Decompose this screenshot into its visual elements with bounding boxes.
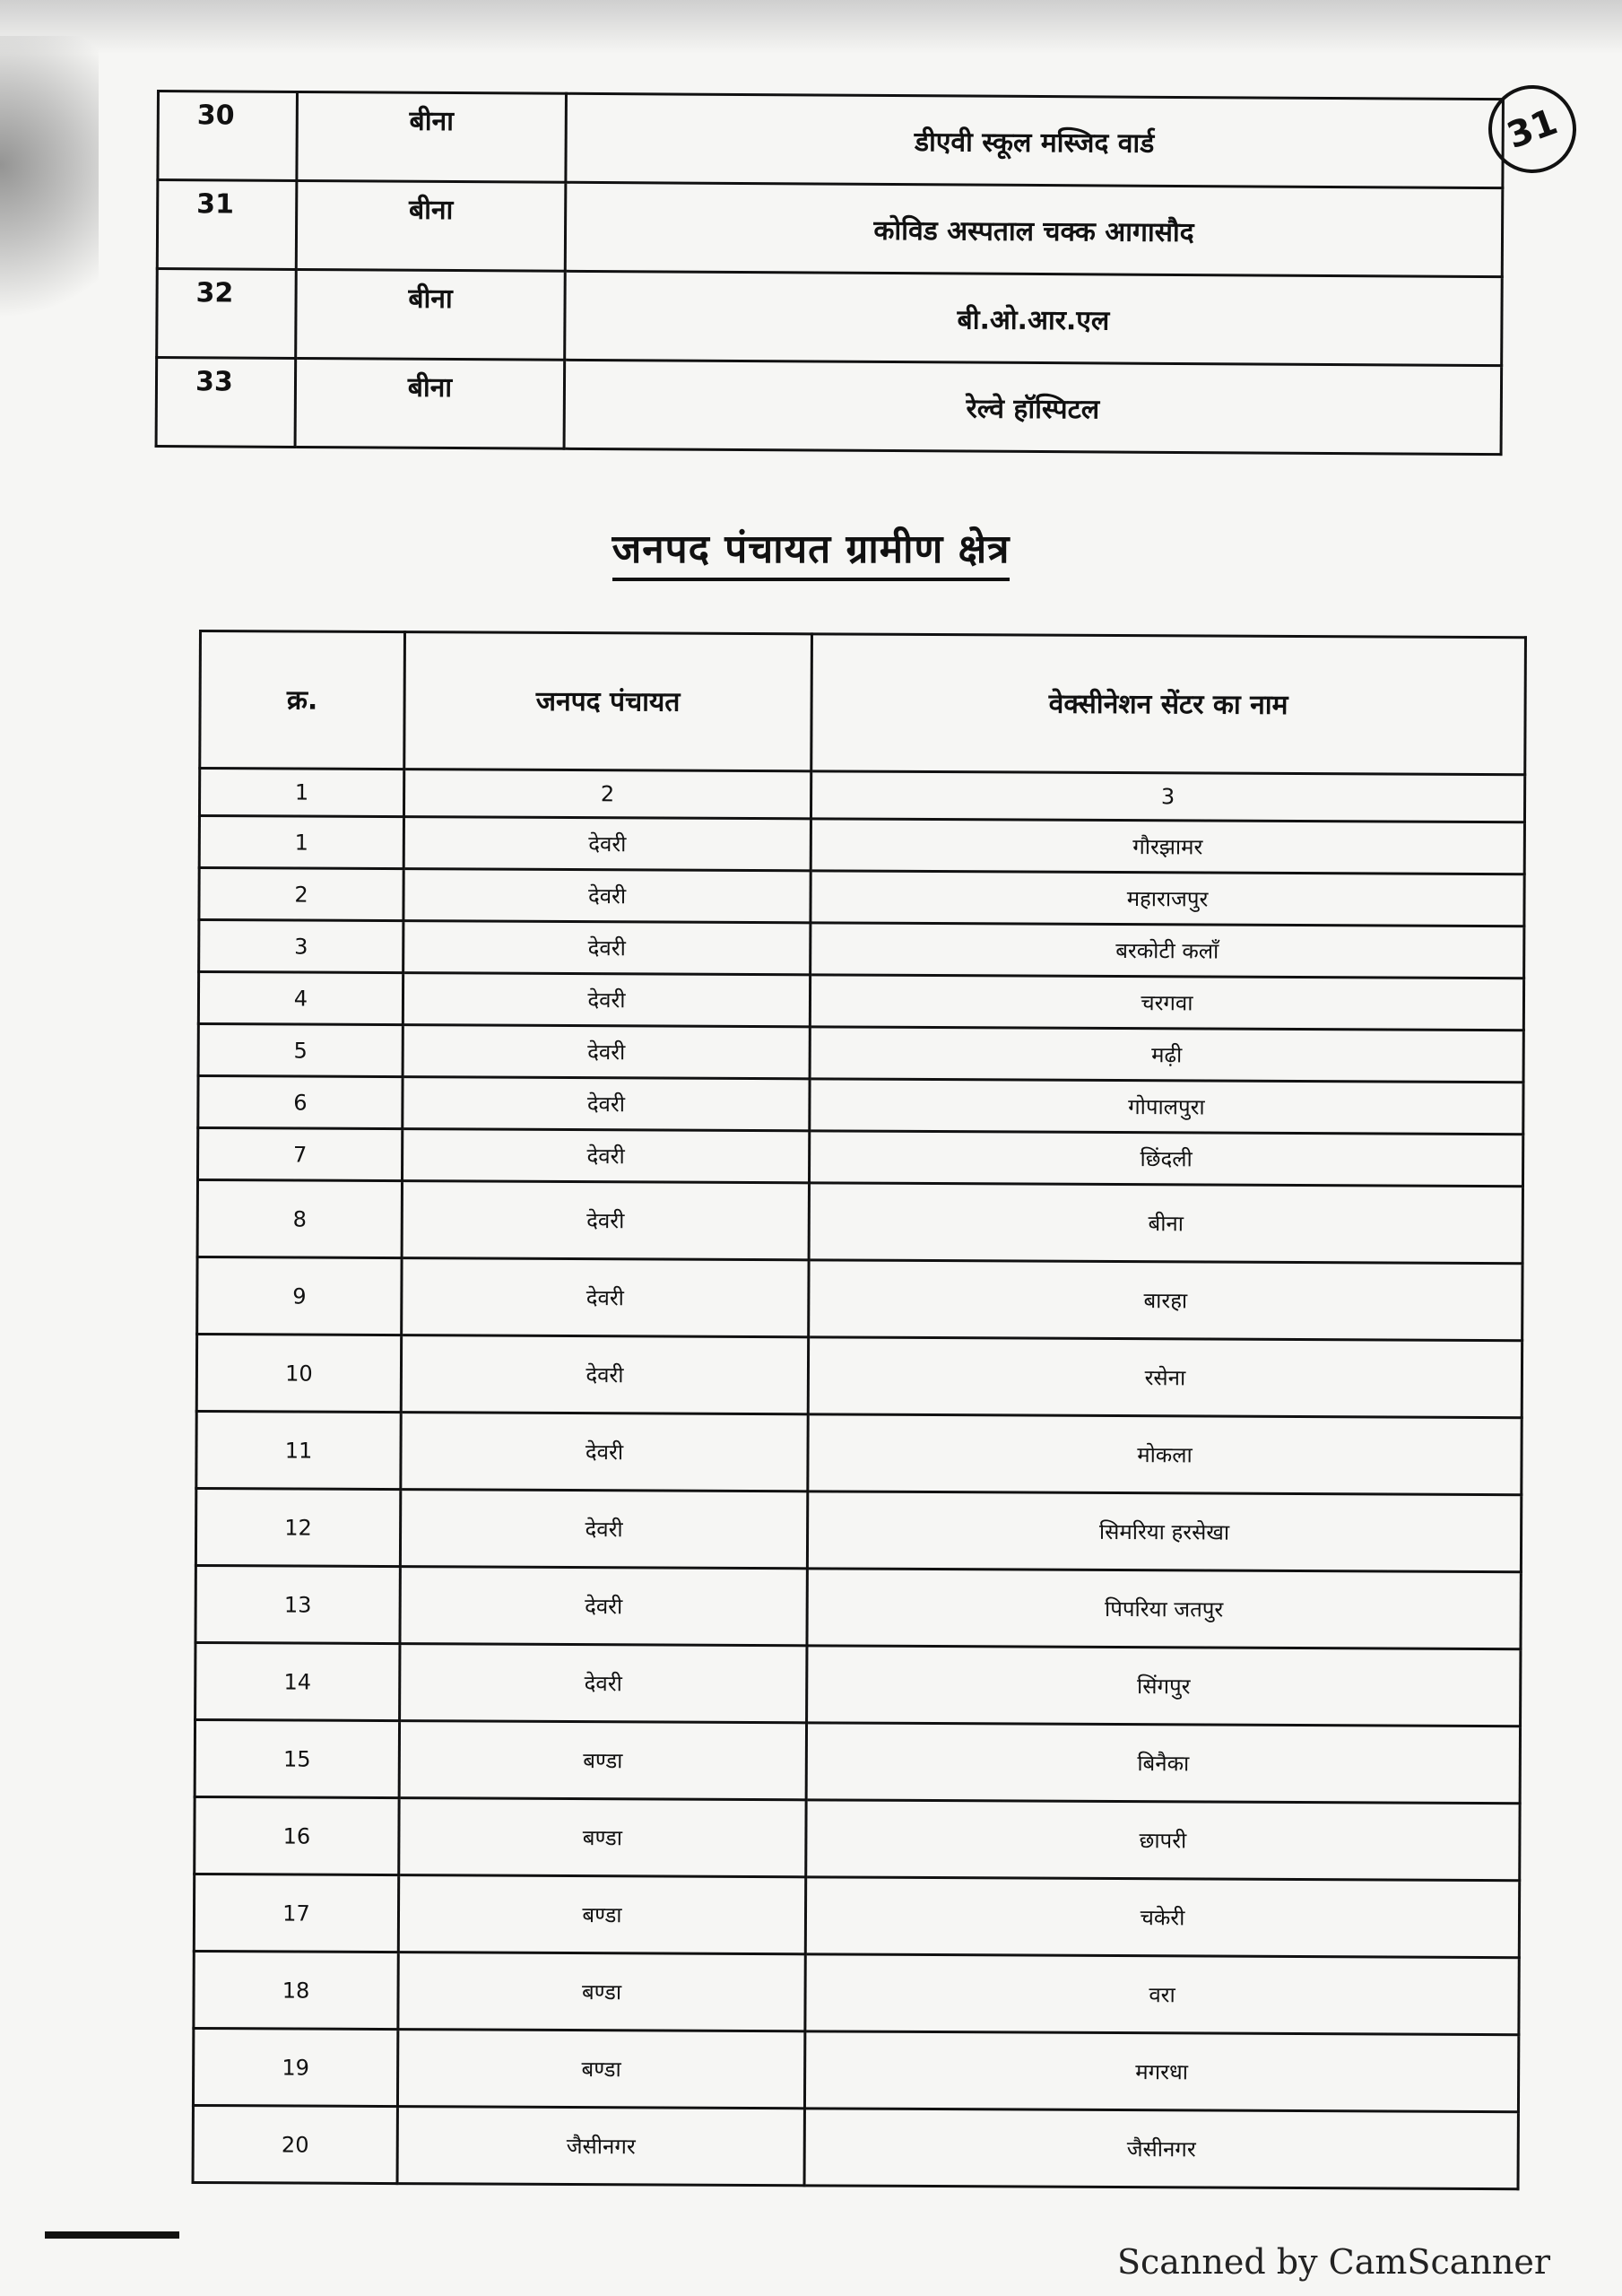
scanner-footer: Scanned by CamScanner [1116, 2242, 1550, 2282]
serial-cell: 14 [195, 1642, 400, 1720]
center-cell: बीना [809, 1183, 1522, 1264]
table-row [195, 1719, 1520, 1803]
janpad-cell: देवरी [403, 817, 811, 871]
center-cell: महाराजपुर [811, 871, 1524, 926]
table-row [198, 1076, 1523, 1135]
center-cell: गौरझामर [811, 819, 1524, 874]
table-row [196, 1411, 1522, 1494]
serial-cell: 33 [156, 358, 296, 448]
center-cell: डीएवी स्कूल मस्जिद वार्ड [566, 93, 1504, 187]
serial-cell: 31 [157, 180, 297, 270]
table-row [195, 1796, 1520, 1880]
center-cell: चकेरी [805, 1877, 1519, 1958]
column-number: 1 [199, 769, 403, 817]
serial-cell: 11 [196, 1411, 401, 1489]
serial-cell: 2 [199, 868, 403, 921]
center-cell: सिंगपुर [807, 1646, 1521, 1726]
janpad-cell: देवरी [402, 1258, 809, 1337]
table-row [196, 1334, 1522, 1417]
scan-shadow [0, 36, 99, 359]
janpad-cell: देवरी [400, 1490, 807, 1569]
center-cell: गोपालपुरा [810, 1079, 1523, 1135]
janpad-cell: बण्डा [398, 1875, 805, 1954]
table-row [156, 358, 1502, 455]
table-row [199, 868, 1524, 926]
serial-cell: 30 [158, 91, 298, 181]
vaccination-center-table [192, 630, 1527, 2190]
janpad-cell: देवरी [403, 1025, 810, 1079]
janpad-cell: बण्डा [397, 2030, 804, 2109]
block-cell: बीना [296, 269, 566, 360]
center-cell: चरगवा [810, 975, 1523, 1031]
table-row [199, 816, 1524, 874]
center-cell: छापरी [806, 1800, 1520, 1881]
center-cell: रसेना [808, 1337, 1522, 1418]
janpad-cell: देवरी [403, 1077, 810, 1131]
serial-cell: 9 [197, 1257, 402, 1335]
center-cell: वरा [805, 1954, 1519, 2035]
header-janpad: जनपद पंचायत [404, 632, 812, 771]
section-title-text: जनपद पंचायत ग्रामीण क्षेत्र [612, 526, 1010, 581]
table-row [158, 91, 1504, 188]
continued-table [155, 90, 1505, 456]
center-cell: मढ़ी [810, 1027, 1523, 1083]
janpad-cell: बण्डा [398, 1952, 805, 2031]
table-row [199, 920, 1524, 978]
serial-cell: 10 [196, 1334, 401, 1412]
table-row [157, 180, 1503, 277]
table-row [193, 2028, 1518, 2111]
serial-cell: 18 [194, 1951, 398, 2029]
table-row [193, 2105, 1518, 2188]
serial-cell: 15 [195, 1719, 399, 1797]
center-cell: जैसीनगर [804, 2109, 1518, 2189]
janpad-cell: देवरी [401, 1413, 808, 1492]
table-row [157, 269, 1503, 366]
serial-cell: 8 [197, 1180, 402, 1258]
serial-cell: 17 [194, 1874, 398, 1952]
center-cell: बिनैका [806, 1723, 1520, 1804]
serial-cell: 19 [193, 2028, 397, 2106]
column-number: 3 [811, 771, 1524, 822]
table-row [198, 1128, 1523, 1187]
header-center: वेक्सीनेशन सेंटर का नाम [811, 634, 1526, 775]
table-row [195, 1565, 1521, 1648]
center-cell: बारहा [809, 1260, 1522, 1341]
janpad-cell: देवरी [400, 1567, 807, 1646]
scan-top-edge [0, 0, 1622, 54]
janpad-cell: देवरी [403, 921, 811, 975]
header-serial: क्र. [200, 631, 405, 770]
page-number-stamp: 31 [1476, 73, 1589, 186]
column-number: 2 [403, 770, 811, 819]
janpad-cell: देवरी [402, 1181, 809, 1260]
center-cell: पिपरिया जतपुर [807, 1569, 1521, 1649]
section-title [0, 520, 1622, 574]
table-row [198, 1024, 1523, 1083]
center-cell: बरकोटी कलाँ [811, 923, 1524, 978]
table-row [197, 1257, 1522, 1340]
scan-mark [45, 2231, 179, 2239]
table-row [195, 1642, 1521, 1726]
table-row [194, 1874, 1519, 1957]
table-row [195, 1488, 1521, 1571]
serial-cell: 6 [198, 1076, 403, 1129]
janpad-cell: बण्डा [399, 1798, 806, 1877]
table-row [198, 972, 1523, 1031]
janpad-cell: देवरी [403, 973, 810, 1027]
center-cell: बी.ओ.आर.एल [565, 271, 1503, 365]
block-cell: बीना [296, 180, 566, 271]
janpad-cell: देवरी [402, 1129, 809, 1183]
janpad-cell: देवरी [403, 869, 811, 923]
janpad-cell: देवरी [401, 1335, 808, 1414]
center-cell: रेल्वे हॉस्पिटल [564, 360, 1502, 454]
serial-cell: 5 [198, 1024, 403, 1077]
block-cell: बीना [297, 91, 567, 182]
serial-cell: 16 [195, 1796, 399, 1874]
serial-cell: 1 [199, 816, 403, 869]
center-cell: कोविड अस्पताल चक्क आगासौद [565, 182, 1503, 276]
center-cell: मोकला [808, 1414, 1522, 1495]
serial-cell: 4 [198, 972, 403, 1025]
center-cell: सिमरिया हरसेखा [807, 1492, 1521, 1572]
janpad-cell: जैसीनगर [397, 2107, 804, 2186]
serial-cell: 12 [195, 1488, 400, 1566]
serial-cell: 7 [198, 1128, 403, 1181]
column-number-row [199, 769, 1524, 822]
serial-cell: 20 [193, 2105, 397, 2183]
janpad-cell: बण्डा [399, 1721, 806, 1800]
table-row [194, 1951, 1519, 2034]
serial-cell: 13 [195, 1565, 400, 1643]
center-cell: छिंदली [809, 1131, 1522, 1187]
table-row [197, 1180, 1522, 1264]
serial-cell: 3 [199, 920, 403, 973]
block-cell: बीना [295, 358, 565, 448]
janpad-cell: देवरी [400, 1644, 807, 1723]
center-cell: मगरधा [804, 2031, 1518, 2112]
serial-cell: 32 [157, 269, 297, 359]
